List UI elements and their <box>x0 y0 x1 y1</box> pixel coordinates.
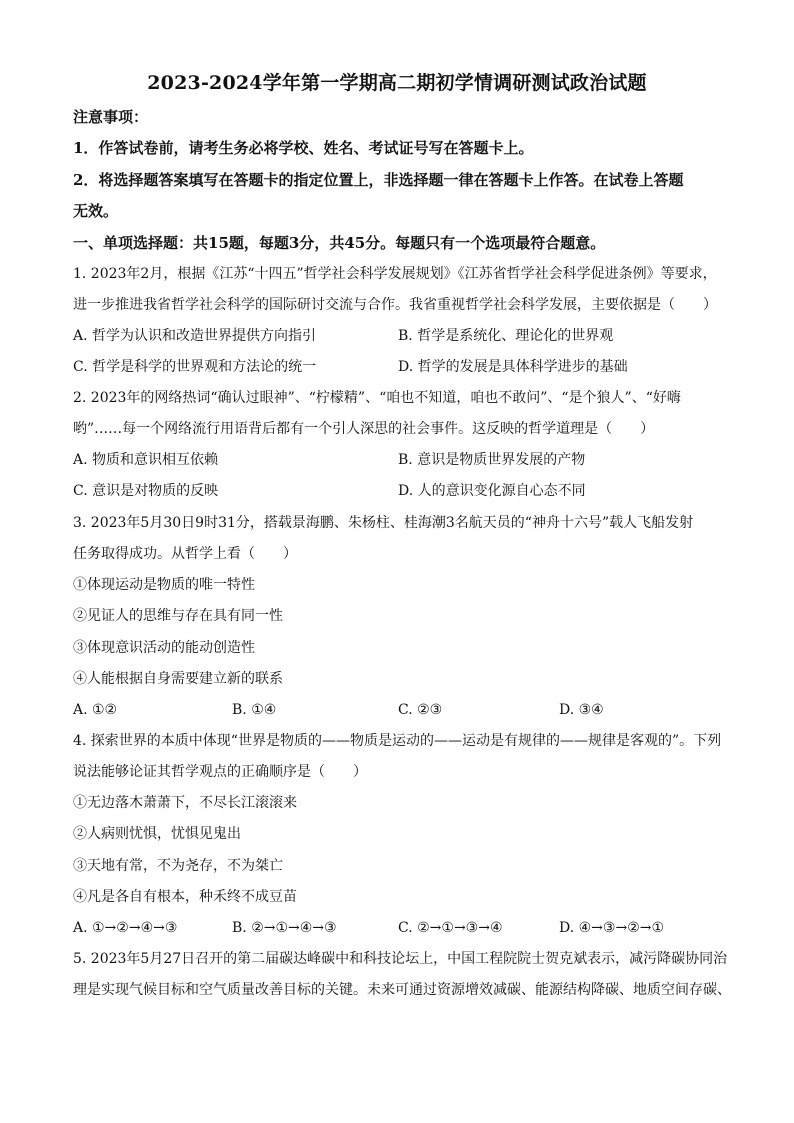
question-3-option-a: A. ①② <box>73 702 118 718</box>
notice-heading: 注意事项： <box>73 108 149 126</box>
notice-item-1: 1．作答试卷前，请考生务必将学校、姓名、考试证号写在答题卡上。 <box>73 139 534 157</box>
question-2-line-2: 哟”……每一个网络流行用语背后都有一个引人深思的社会事件。这反映的哲学道理是（ ） <box>73 421 655 437</box>
question-1-option-c: C. 哲学是科学的世界观和方法论的统一 <box>73 359 317 375</box>
question-2-option-c: C. 意识是对物质的反映 <box>73 483 219 499</box>
question-1-option-b: B. 哲学是系统化、理论化的世界观 <box>398 328 614 344</box>
question-3-statement-3: ③体现意识活动的能动创造性 <box>73 640 255 656</box>
section-heading: 一、单项选择题：共15题，每题3分，共45分。每题只有一个选项最符合题意。 <box>73 234 606 252</box>
question-2-option-d: D. 人的意识变化源自心态不同 <box>398 483 586 499</box>
question-4-option-b: B. ②→①→④→③ <box>232 920 337 936</box>
question-4-statement-1: ①无边落木萧萧下，不尽长江滚滚来 <box>73 795 297 811</box>
question-3-option-b: B. ①④ <box>232 702 277 718</box>
page-title: 2023-2024学年第一学期高二期初学情调研测试政治试题 <box>147 72 647 94</box>
question-2-option-a: A. 物质和意识相互依赖 <box>73 452 219 468</box>
question-3-line-2: 任务取得成功。从哲学上看（ ） <box>73 546 297 562</box>
question-3-line-1: 3. 2023年5月30日9时31分，搭载景海鹏、朱杨柱、桂海潮3名航天员的“神舟十六号”载人飞船发射 <box>73 515 694 531</box>
question-4-statement-2: ②人病则忧惧，忧惧见鬼出 <box>73 826 241 842</box>
question-5-line-1: 5. 2023年5月27日召开的第二届碳达峰碳中和科技论坛上，中国工程院院士贺克斌表示，减污降碳协同治 <box>73 951 728 967</box>
question-4-line-1: 4. 探索世界的本质中体现“世界是物质的——物质是运动的——运动是有规律的——规律是客观的”。下列 <box>73 733 722 749</box>
question-2-option-b: B. 意识是物质世界发展的产物 <box>398 452 586 468</box>
question-1-option-d: D. 哲学的发展是具体科学进步的基础 <box>398 359 628 375</box>
question-5-line-2: 理是实现气候目标和空气质量改善目标的关键。未来可通过资源增效减碳、能源结构降碳、地质空间存碳、 <box>73 982 731 998</box>
question-3-option-d: D. ③④ <box>559 702 604 718</box>
notice-item-2-line-2: 无效。 <box>73 202 119 220</box>
question-2-line-1: 2. 2023年的网络热词“确认过眼神”、“柠檬精”、“咱也不知道，咱也不敢问”、“是个狼人”、“好嗨 <box>73 390 681 406</box>
question-3-option-c: C. ②③ <box>398 702 443 718</box>
question-1-option-a: A. 哲学为认识和改造世界提供方向指引 <box>73 328 317 344</box>
question-4-option-d: D. ④→③→②→① <box>559 920 665 936</box>
question-3-statement-2: ②见证人的思维与存在具有同一性 <box>73 608 283 624</box>
question-4-option-a: A. ①→②→④→③ <box>73 920 178 936</box>
question-4-statement-3: ③天地有常，不为尧存，不为桀亡 <box>73 858 283 874</box>
question-4-statement-4: ④凡是各自有根本，种禾终不成豆苗 <box>73 889 297 905</box>
question-1-line-1: 1. 2023年2月，根据《江苏“十四五”哲学社会科学发展规划》《江苏省哲学社会科学促进条例》等要求， <box>73 266 717 282</box>
question-3-statement-1: ①体现运动是物质的唯一特性 <box>73 577 255 593</box>
question-3-statement-4: ④人能根据自身需要建立新的联系 <box>73 671 283 687</box>
question-4-line-2: 说法能够论证其哲学观点的正确顺序是（ ） <box>73 764 367 780</box>
notice-item-2-line-1: 2．将选择题答案填写在答题卡的指定位置上，非选择题一律在答题卡上作答。在试卷上答题 <box>73 171 684 189</box>
question-1-line-2: 进一步推进我省哲学社会科学的国际研讨交流与合作。我省重视哲学社会科学发展，主要依据是（ ） <box>73 297 717 313</box>
question-4-option-c: C. ②→①→③→④ <box>398 920 503 936</box>
